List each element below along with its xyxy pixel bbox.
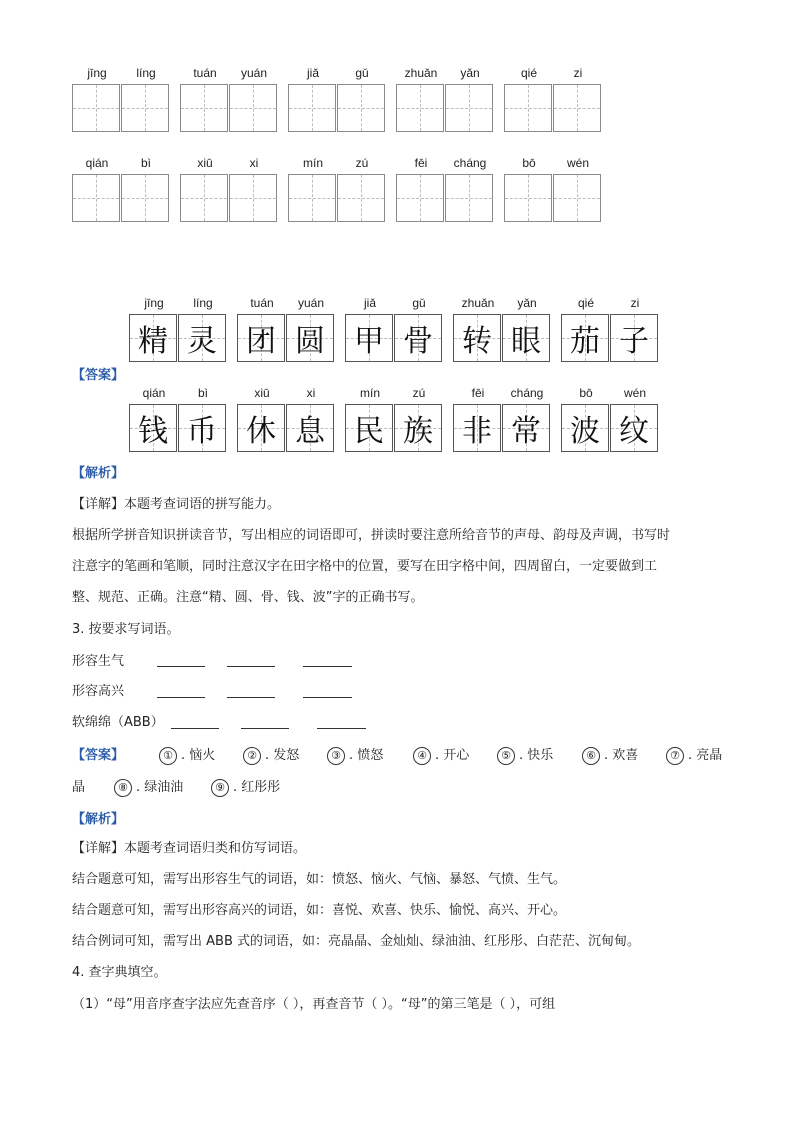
word-group: [288, 66, 388, 132]
word-group: [237, 296, 337, 362]
blank[interactable]: [303, 697, 352, 698]
answer-character-cell: [453, 314, 501, 362]
q3-answer-item: [159, 744, 215, 765]
answer-character-cell: [237, 314, 285, 362]
answer-character: 眼: [511, 324, 541, 359]
writing-cell[interactable]: [180, 84, 228, 132]
pinyin-label: jīng: [87, 66, 107, 80]
answer-character-cell: [610, 404, 658, 452]
writing-cell[interactable]: [553, 174, 601, 222]
answer-character: 波: [570, 414, 600, 449]
analysis-line-1: 根据所学拼音知识拼读音节，写出相应的词语即可，拼读时要注意所给音节的声母、韵母及声调，书写时: [72, 528, 671, 543]
pinyin-label: bō: [579, 386, 593, 400]
writing-cell[interactable]: [504, 84, 552, 132]
answer-character-cell: [502, 314, 550, 362]
answer-text: . 开心: [435, 748, 470, 763]
answer-character: 常: [511, 414, 541, 449]
pinyin-label: xiū: [254, 386, 270, 400]
writing-cell[interactable]: [288, 174, 336, 222]
pinyin-label: mín: [302, 156, 323, 170]
answer-text: . 红彤彤: [233, 780, 281, 795]
answer-character: 纹: [619, 414, 649, 449]
question-4-title: 4. 查字典填空。: [72, 965, 167, 980]
writing-cell[interactable]: [396, 84, 444, 132]
pinyin-label: qián: [85, 156, 109, 170]
answer-number: ①: [159, 747, 177, 765]
pinyin-label: qián: [142, 386, 166, 400]
blank[interactable]: [157, 666, 205, 667]
answer-number: ⑦: [666, 747, 684, 765]
pinyin-label: xi: [306, 386, 316, 400]
answer-character-cell: [453, 404, 501, 452]
answer-number: ⑤: [497, 747, 515, 765]
answer-text: . 快乐: [519, 748, 554, 763]
pinyin-label: cháng: [510, 386, 544, 400]
answer-character-cell: [345, 314, 393, 362]
writing-cell[interactable]: [396, 174, 444, 222]
writing-cell[interactable]: [445, 84, 493, 132]
pinyin-label: zi: [630, 296, 640, 310]
answer-character: 子: [619, 324, 649, 359]
answer-text: . 恼火: [181, 748, 216, 763]
pinyin-label: líng: [193, 296, 213, 310]
analysis-tag: 【解析】: [72, 466, 125, 481]
pinyin-label: jīng: [144, 296, 164, 310]
blank[interactable]: [303, 666, 352, 667]
blank[interactable]: [227, 697, 275, 698]
writing-cell[interactable]: [445, 174, 493, 222]
blank[interactable]: [171, 728, 219, 729]
answer-number: ⑥: [582, 747, 600, 765]
pinyin-label: gǔ: [412, 296, 426, 310]
word-group: [345, 386, 445, 452]
answer-character-cell: [286, 404, 334, 452]
answer-text: . 亮晶: [688, 748, 723, 763]
pinyin-label: tuán: [193, 66, 217, 80]
answer-character: 转: [462, 324, 492, 359]
word-group: [129, 296, 229, 362]
pinyin-label: bì: [197, 386, 208, 400]
q3-answer-item: [211, 776, 280, 797]
answer-character: 甲: [354, 324, 384, 359]
pinyin-label: bì: [140, 156, 151, 170]
pinyin-label: zú: [412, 386, 426, 400]
writing-cell[interactable]: [337, 174, 385, 222]
answer-character: 茄: [570, 324, 600, 359]
q3-answer-tag: 【答案】: [72, 748, 125, 763]
pinyin-label: zi: [573, 66, 583, 80]
answer-character-cell: [129, 404, 177, 452]
q3-analysis-line-3: 结合例词可知，需写出 ABB 式的词语，如：亮晶晶、金灿灿、绿油油、红彤彤、白茫茫、沉甸甸。: [72, 934, 640, 949]
answer-character: 息: [295, 414, 325, 449]
answer-character-cell: [286, 314, 334, 362]
answer-text: . 欢喜: [604, 748, 639, 763]
writing-cell[interactable]: [121, 174, 169, 222]
blank[interactable]: [317, 728, 366, 729]
q3-answer-item: [497, 744, 553, 765]
q3-analysis-line-1: 结合题意可知，需写出形容生气的词语，如：愤怒、恼火、气恼、暴怒、气愤、生气。: [72, 872, 567, 887]
q3-answer-item: [327, 744, 383, 765]
answer-character: 民: [354, 414, 384, 449]
pinyin-label: yuán: [297, 296, 325, 310]
pinyin-label: líng: [136, 66, 156, 80]
question-3-title: 3. 按要求写词语。: [72, 622, 180, 637]
pinyin-label: wén: [623, 386, 646, 400]
pinyin-label: cháng: [453, 156, 487, 170]
answer-character-cell: [178, 314, 226, 362]
q3-row-angry: 形容生气: [72, 654, 125, 669]
pinyin-label: jiǎ: [363, 296, 376, 310]
q3-detail: 【详解】本题考查词语归类和仿写词语。: [72, 841, 307, 856]
answer-tag: 【答案】: [72, 368, 125, 383]
writing-cell[interactable]: [72, 84, 120, 132]
q4-line-1: （1）“母”用音序查字法应先查音序（ ），再查音节（ ）。“母”的第三笔是（ ），可组: [72, 997, 556, 1012]
detail-line: 【详解】本题考查词语的拼写能力。: [72, 497, 281, 512]
pinyin-label: xi: [249, 156, 259, 170]
word-group: [453, 296, 553, 362]
pinyin-label: gǔ: [355, 66, 369, 80]
word-group: [561, 296, 661, 362]
answer-character: 团: [246, 324, 276, 359]
q3-analysis-tag: 【解析】: [72, 812, 125, 827]
q3-answer-item: [666, 744, 722, 765]
writing-cell[interactable]: [288, 84, 336, 132]
writing-cell[interactable]: [504, 174, 552, 222]
pinyin-label: qié: [520, 66, 537, 80]
writing-cell[interactable]: [121, 84, 169, 132]
pinyin-label: zú: [355, 156, 369, 170]
q3-answer-continuation: 晶: [72, 780, 86, 795]
writing-cell[interactable]: [337, 84, 385, 132]
pinyin-label: bō: [522, 156, 536, 170]
q3-answer-item: [413, 744, 469, 765]
word-group: [180, 156, 280, 222]
q3-analysis-line-2: 结合题意可知，需写出形容高兴的词语，如：喜悦、欢喜、快乐、愉悦、高兴、开心。: [72, 903, 567, 918]
answer-text: . 愤怒: [349, 748, 384, 763]
answer-character: 精: [138, 324, 168, 359]
writing-cell[interactable]: [229, 84, 277, 132]
word-group: [504, 156, 604, 222]
word-group: [345, 296, 445, 362]
answer-number: ⑨: [211, 779, 229, 797]
word-group: [72, 66, 172, 132]
answer-character: 灵: [187, 324, 217, 359]
pinyin-label: zhuǎn: [461, 296, 495, 310]
word-group: [288, 156, 388, 222]
writing-cell[interactable]: [180, 174, 228, 222]
word-group: [72, 156, 172, 222]
answer-character-cell: [345, 404, 393, 452]
answer-character: 族: [403, 414, 433, 449]
pinyin-label: tuán: [250, 296, 274, 310]
blank[interactable]: [227, 666, 275, 667]
answer-character-cell: [561, 404, 609, 452]
answer-character: 骨: [403, 324, 433, 359]
answer-character-cell: [502, 404, 550, 452]
word-group: [129, 386, 229, 452]
answer-character-cell: [610, 314, 658, 362]
word-group: [396, 156, 496, 222]
pinyin-label: jiǎ: [306, 66, 319, 80]
writing-cell[interactable]: [553, 84, 601, 132]
pinyin-label: fēi: [414, 156, 428, 170]
answer-character: 休: [246, 414, 276, 449]
word-group: [396, 66, 496, 132]
answer-character: 非: [462, 414, 492, 449]
pinyin-label: fēi: [471, 386, 485, 400]
answer-character-cell: [237, 404, 285, 452]
answer-text: . 发怒: [265, 748, 300, 763]
answer-text: . 绿油油: [136, 780, 184, 795]
word-group: [180, 66, 280, 132]
pinyin-label: yǎn: [460, 66, 480, 80]
pinyin-label: wén: [566, 156, 589, 170]
pinyin-label: zhuǎn: [404, 66, 438, 80]
q3-answer-item: [114, 776, 183, 797]
answer-character-cell: [394, 314, 442, 362]
answer-character: 钱: [138, 414, 168, 449]
pinyin-label: qié: [577, 296, 594, 310]
word-group: [504, 66, 604, 132]
analysis-line-3: 整、规范、正确。注意“精、圆、骨、钱、波”字的正确书写。: [72, 590, 424, 605]
answer-character-cell: [178, 404, 226, 452]
word-group: [561, 386, 661, 452]
pinyin-label: yǎn: [517, 296, 537, 310]
answer-character-cell: [561, 314, 609, 362]
answer-number: ④: [413, 747, 431, 765]
word-group: [237, 386, 337, 452]
answer-number: ③: [327, 747, 345, 765]
analysis-line-2: 注意字的笔画和笔顺，同时注意汉字在田字格中的位置，要写在田字格中间，四周留白，一定要做到工: [72, 559, 658, 574]
answer-character: 币: [187, 414, 217, 449]
pinyin-label: mín: [359, 386, 380, 400]
answer-character-cell: [129, 314, 177, 362]
answer-character: 圆: [295, 324, 325, 359]
q3-row-happy: 形容高兴: [72, 684, 125, 699]
word-group: [453, 386, 553, 452]
blank[interactable]: [157, 697, 205, 698]
q3-answer-item: [582, 744, 638, 765]
blank[interactable]: [241, 728, 289, 729]
q3-answer-item: [243, 744, 299, 765]
pinyin-label: xiū: [197, 156, 213, 170]
writing-cell[interactable]: [72, 174, 120, 222]
answer-number: ②: [243, 747, 261, 765]
pinyin-label: yuán: [240, 66, 268, 80]
answer-character-cell: [394, 404, 442, 452]
writing-cell[interactable]: [229, 174, 277, 222]
q3-row-abb: 软绵绵（ABB）: [72, 715, 164, 730]
answer-number: ⑧: [114, 779, 132, 797]
